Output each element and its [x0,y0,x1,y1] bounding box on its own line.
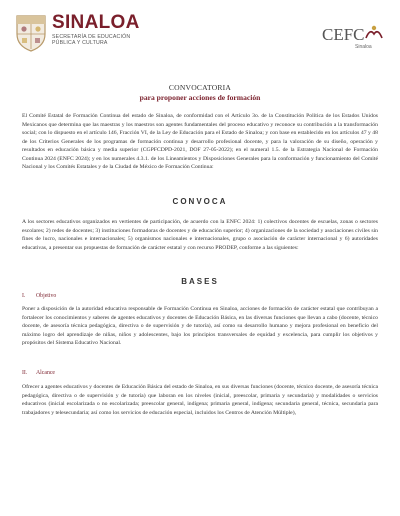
sinaloa-logo-text: SINALOA [52,12,140,33]
convoca-heading: CONVOCA [172,197,228,206]
document-subtitle: para proponer acciones de formación [139,93,261,102]
cefc-logo-subtitle: Sinaloa [355,44,372,50]
section-label: Objetivo [36,293,57,299]
document-title: CONVOCATORIA [168,83,232,92]
cefc-logo-text: CEFC [322,25,365,44]
sinaloa-sepyc-logo [14,10,140,60]
bases-heading: BASES [181,277,219,286]
cefc-emblem-icon [364,24,384,42]
secretaria-line-1: SECRETARÍA DE EDUCACIÓN [52,34,131,40]
cefc-logo [322,24,386,54]
section-number: II. [22,370,28,376]
convoca-paragraph: A los sectores educativos organizados en vertientes de participación, de acuerdo con la ENFC 2024: 1) colectivos docentes de escuelas, zonas o sectores escolares; 2) redes de docentes; 3) instituciones formadoras de docentes y de educación superior; 4) organizaciones de la sociedad y asociaciones civiles sin fines de lucro, nacionales e internacionales; 5) organismos nacionales e internacionales, grupo o asociación de carácter internacional y 6) autoridades educativas, a presentar sus propuestas de formación de carácter estatal y con recurso PRODEP, conforme a las siguientes: [22,219,378,251]
intro-paragraph: El Comité Estatal de Formación Continua del estado de Sinaloa, de conformidad con el Artículo 3o. de la Constitución Política de los Estados Unidos Mexicanos que determina que las maestras y los maestros son agentes fundamentales del proceso educativo y reconoce su contribución a la transformación social; con lo dispuesto en el artículo 146, Fracción VI, de la Ley de Educación para el Estado de Sinaloa; y con base en establecido en los artículos 47 y 48 de los Criterios Generales de los programas de formación continua y desarrollo profesional docente, y para la valoración de su diseño, operación y resultados en educación básica y media superior (CGPFCDPD-2021, DOF 27-05-2022); en el numeral 1.5. de la Estrategia Nacional de Formación Continua 2024 (ENFC 2024); y en los numerales 4.3.1. de los Lineamientos y Disposiciones Generales para la conformación y funcionamiento del Comité Nacional y los Comités Estatales y de la Ciudad de México de Formación Continua: [22,113,378,170]
page-header [14,10,386,62]
section-number: I. [22,293,26,299]
section-label: Alcance [36,370,55,376]
coat-of-arms-icon [14,12,48,52]
objetivo-paragraph: Poner a disposición de la autoridad educativa responsable de Formación Continua en Sinaloa, acciones de formación de carácter estatal que contribuyan a fortalecer los conocimientos y saberes de agentes educativos y docentes de Educación Básica, en las diversas funciones que llevan a cabo (docente, técnico docente, de asesoría técnica pedagógica, directiva o de supervisión y de tutoría), así como su desarrollo humano y mejora profesional en beneficio del máximo logro del aprendizaje de niñas, niños y adolescentes, bajo los principios transversales de equidad y excelencia, para cumplir los objetivos y propósitos del Sistema Educativo Nacional. [22,306,378,346]
secretaria-line-2: PÚBLICA Y CULTURA [52,40,108,46]
alcance-paragraph: Ofrecer a agentes educativos y docentes de Educación Básica del estado de Sinaloa, en sus diversas funciones (docente, técnico docente, de asesoría técnica pedagógica, directiva o de supervisión y de tutoría) que laboran en los niveles (inicial, preescolar, primaria y secundaria) y modalidades o servicios educativos (inicial escolarizada o no escolarizada; preescolar general, indígena; primaria general, indígena; secundaria general, técnica, secundaria para trabajadores y telesecundaria; así como los servicios de educación especial, incluidos los Centros de Atención Múltiple), [22,384,378,416]
